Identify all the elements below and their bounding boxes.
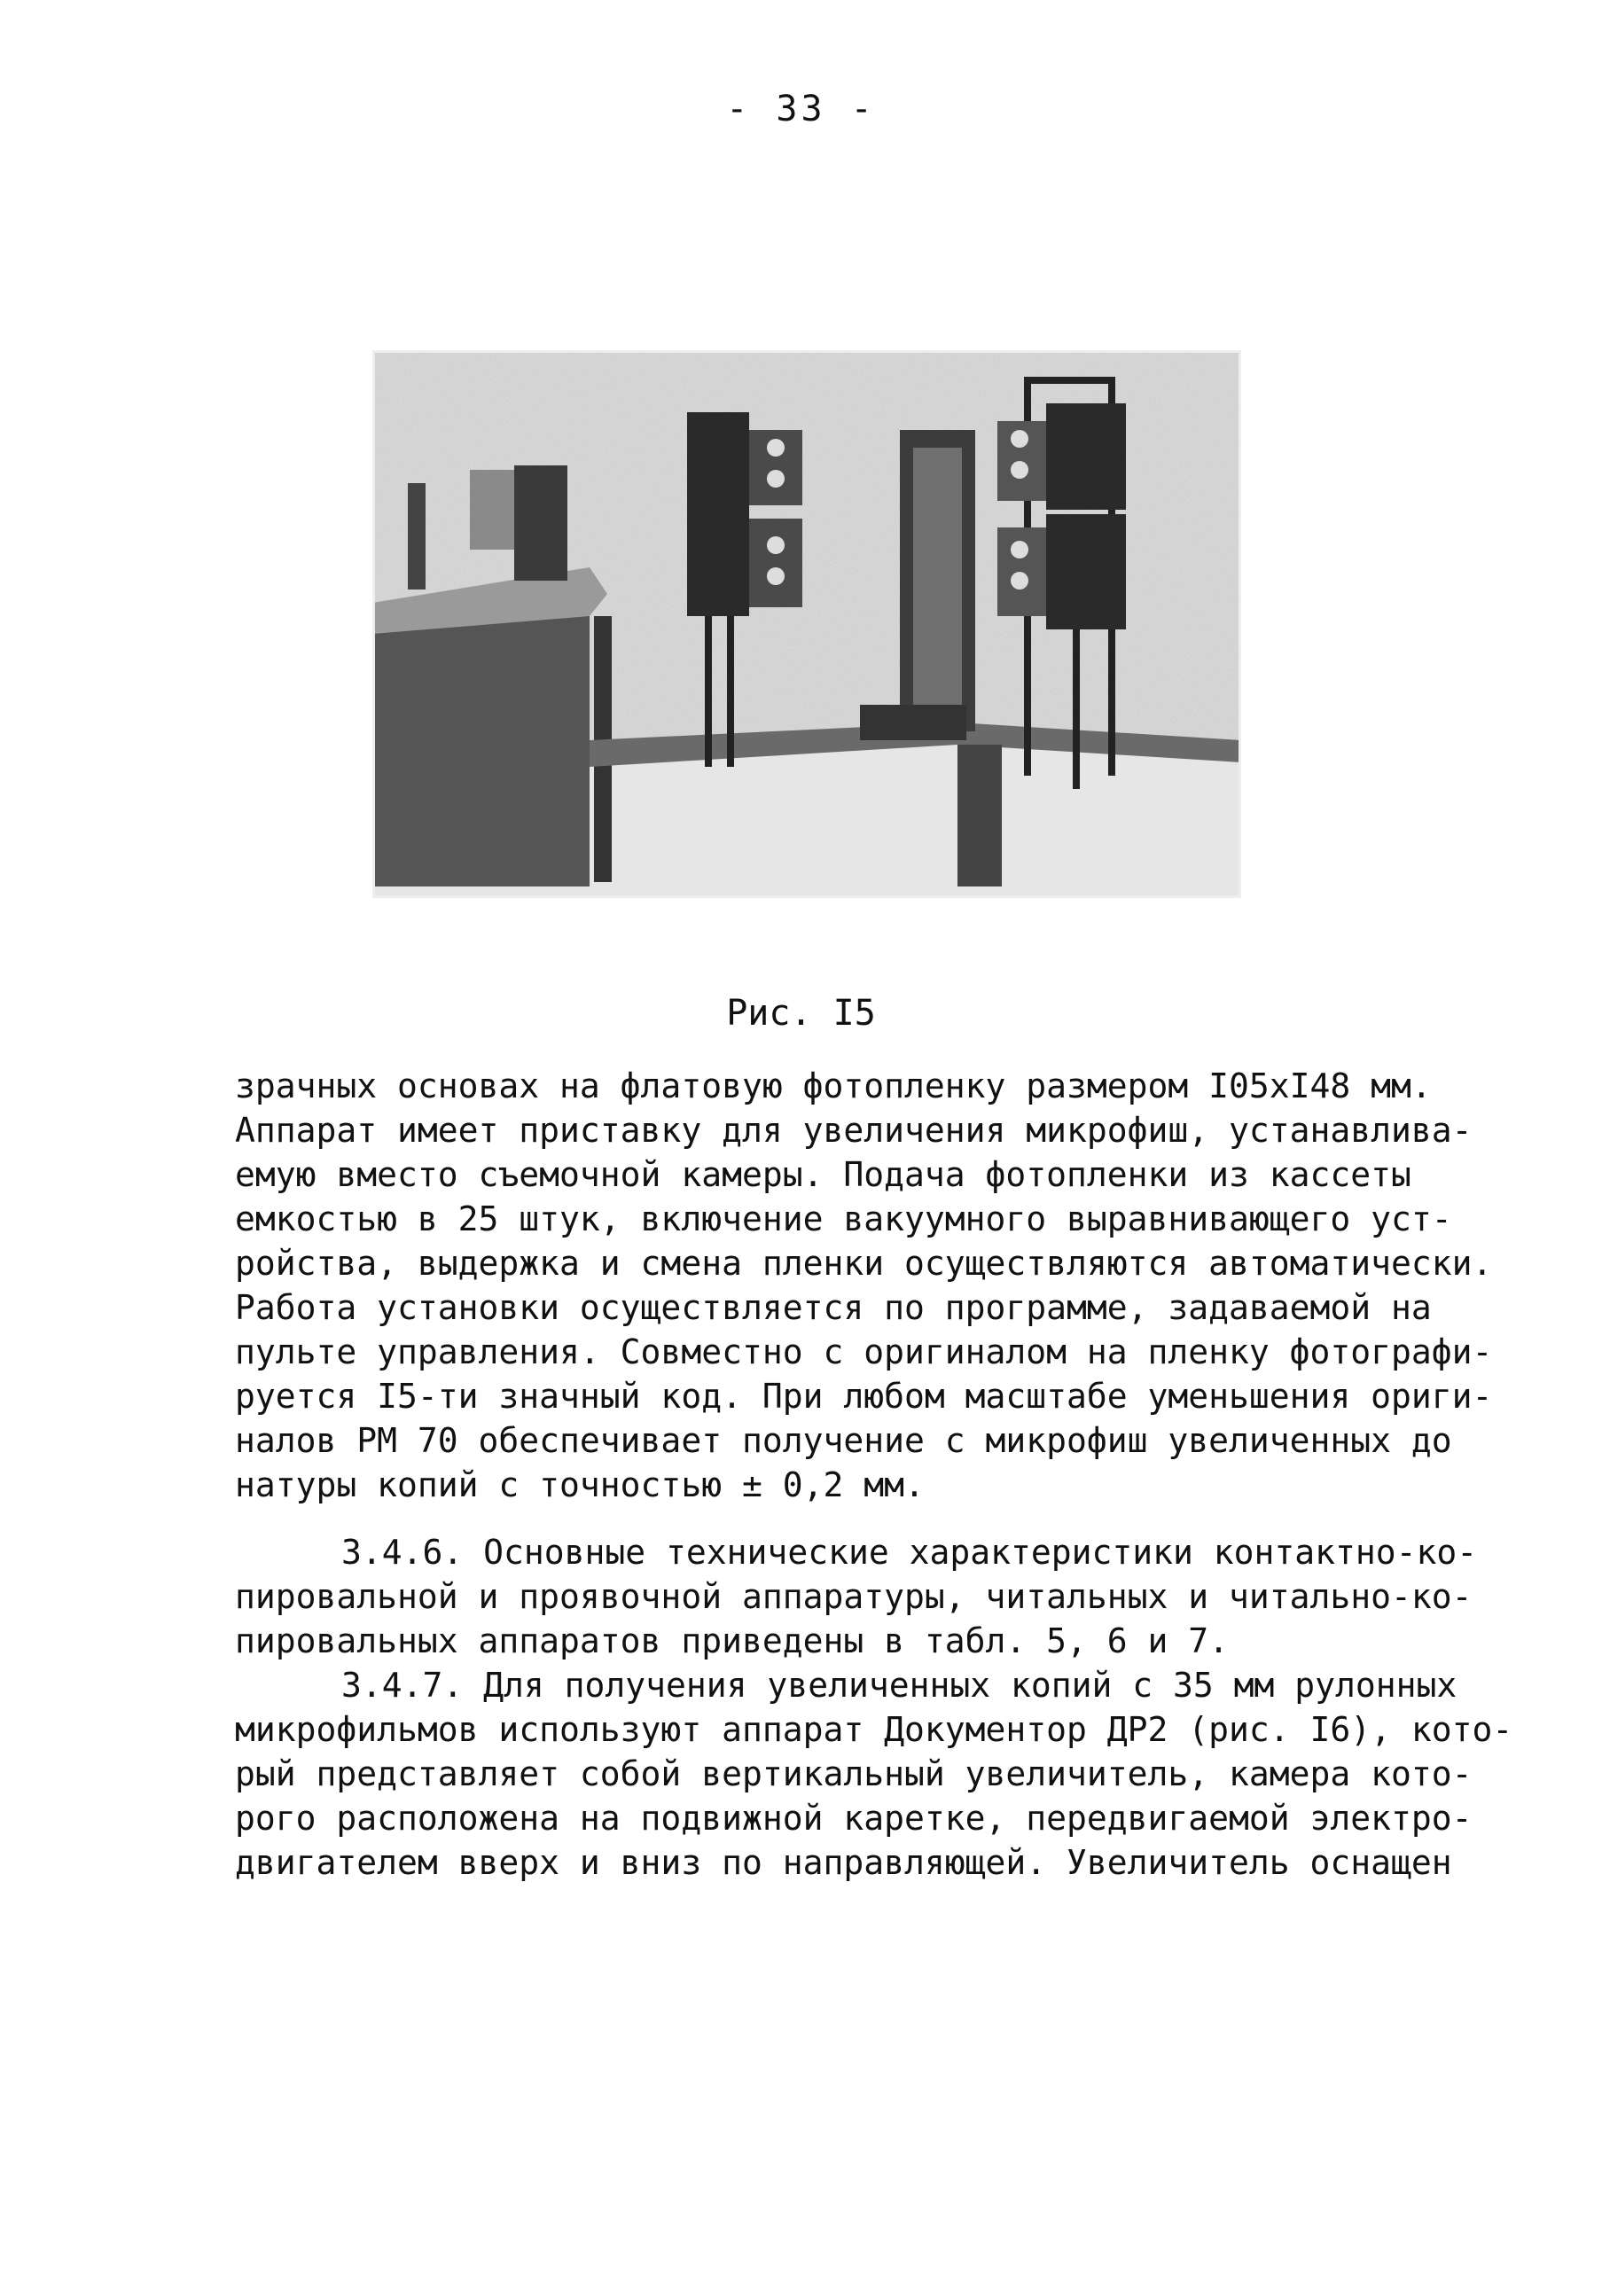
text-line: микрофильмов используют аппарат Документор ДР2 (рис. I6), кото- — [235, 1710, 1513, 1749]
text-line: емую вместо съемочной камеры. Подача фотопленки из кассеты — [235, 1155, 1411, 1194]
text-line: рый представляет собой вертикальный увеличитель, камера кото- — [235, 1754, 1473, 1793]
text-line: налов РМ 70 обеспечивает получение с микрофиш увеличенных до — [235, 1421, 1452, 1460]
text-line: Работа установки осуществляется по программе, задаваемой на — [235, 1288, 1432, 1327]
figure-photo — [372, 350, 1241, 898]
text-line: 3.4.7. Для получения увеличенных копий с 35 мм рулонных — [341, 1666, 1457, 1705]
text-line: Аппарат имеет приставку для увеличения микрофиш, устанавлива- — [235, 1111, 1473, 1150]
paragraph-1 — [235, 1064, 1494, 1507]
text-line: емкостью в 25 штук, включение вакуумного выравнивающего уст- — [235, 1199, 1452, 1238]
paragraph-2 — [235, 1530, 1494, 1663]
figure-caption: Рис. I5 — [726, 993, 876, 1034]
text-line: руется I5-ти значный код. При любом масштабе уменьшения ориги- — [235, 1377, 1493, 1416]
text-line: натуры копий с точностью ± 0,2 мм. — [235, 1465, 925, 1504]
text-line: пировальных аппаратов приведены в табл. 5, 6 и 7. — [235, 1621, 1230, 1660]
text-line: пульте управления. Совместно с оригиналом на пленку фотографи- — [235, 1332, 1493, 1371]
page-number: - 33 - — [726, 89, 876, 129]
body-text — [235, 1064, 1513, 1885]
text-line: пировальной и проявочной аппаратуры, читальных и читально-ко- — [235, 1577, 1473, 1616]
text-line: 3.4.6. Основные технические характеристики контактно-ко- — [341, 1533, 1478, 1572]
text-line: рого расположена на подвижной каретке, передвигаемой электро- — [235, 1799, 1473, 1838]
text-line: зрачных основах на флатовую фотопленку размером I05xI48 мм. — [235, 1066, 1432, 1105]
equipment-photo — [372, 350, 1241, 898]
text-line: двигателем вверх и вниз по направляющей. Увеличитель оснащен — [235, 1843, 1452, 1882]
paragraph-3 — [235, 1663, 1513, 1885]
text-line: ройства, выдержка и смена пленки осуществляются автоматически. — [235, 1244, 1493, 1283]
